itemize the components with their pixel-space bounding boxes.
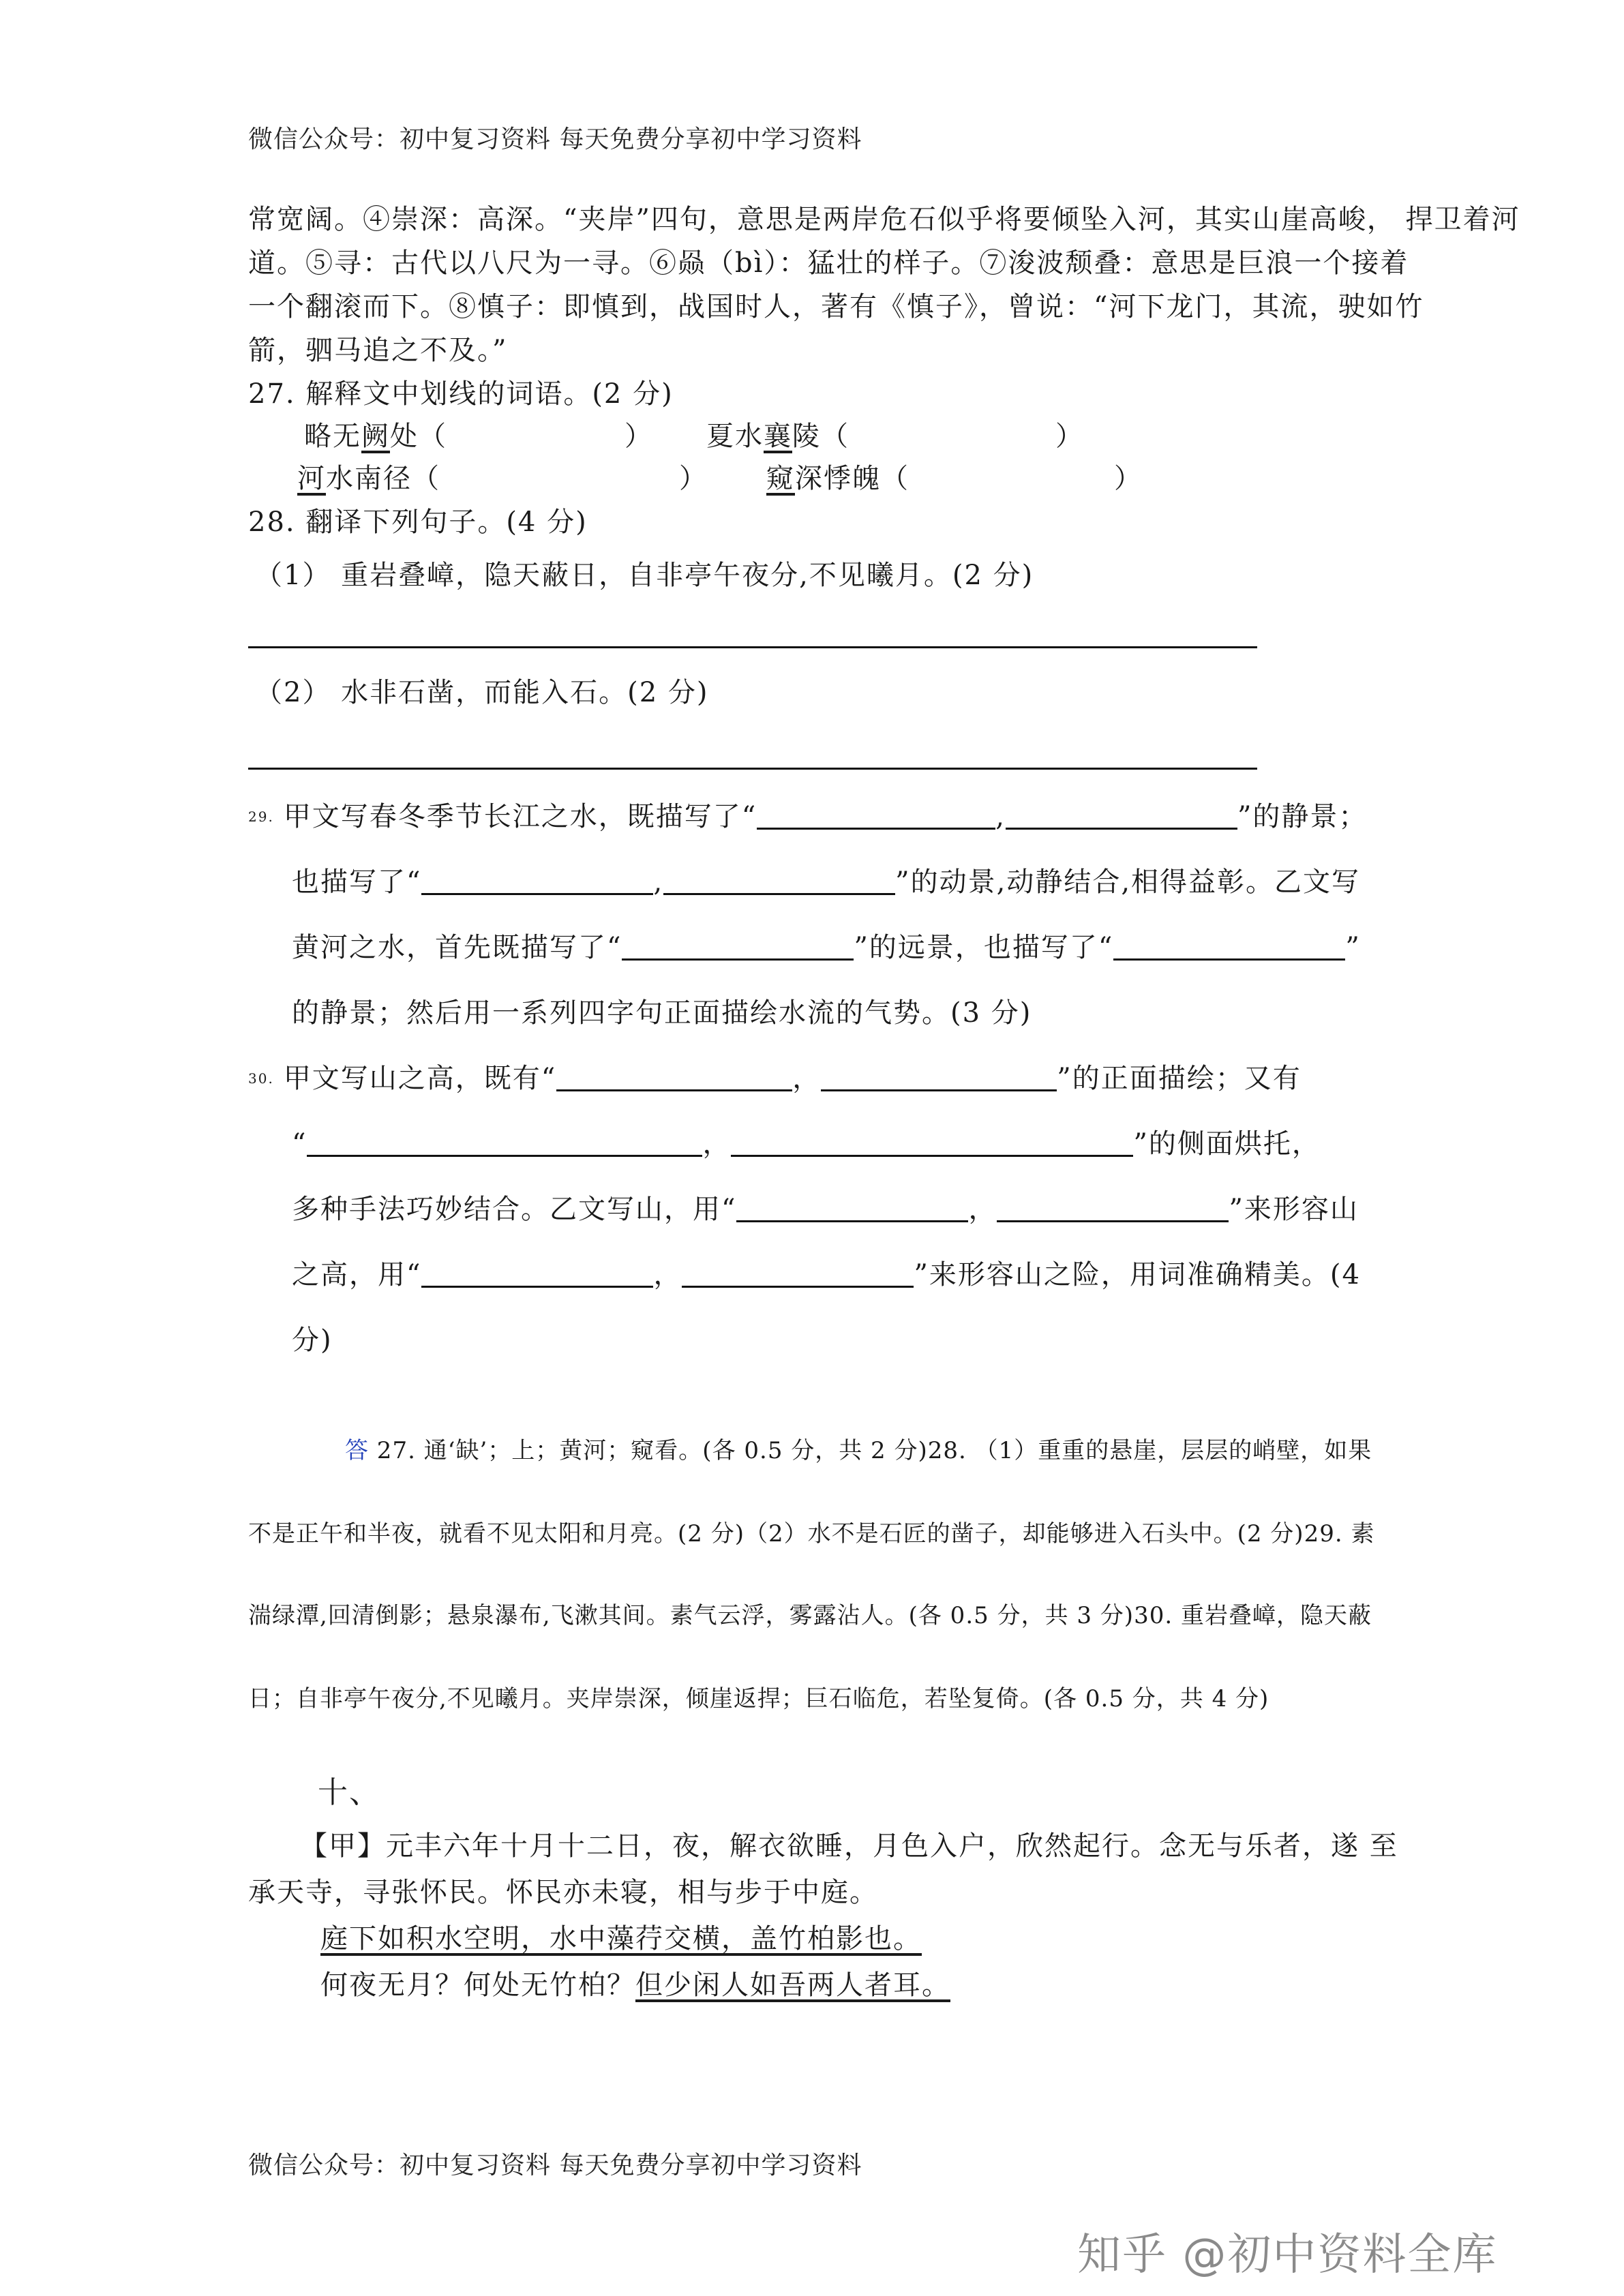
watermark-text: 知乎 @初中资料全库 — [1077, 2230, 1498, 2280]
q28-title: 28. 翻译下列句子。(4 分) — [248, 507, 588, 538]
q30-blank-4[interactable] — [731, 1130, 1133, 1157]
section-10-para-line-1: 【甲】元丰六年十月十二日，夜，解衣欲睡，月色入户，欣然起行。念无与乐者，遂 至 — [300, 1830, 1398, 1862]
section-10-underlined-sentence-2: 但少闲人如吾两人者耳。 — [635, 1969, 950, 2001]
q30-blank-5[interactable] — [736, 1196, 968, 1222]
q27-item-3: 河水南径（ — [297, 463, 440, 494]
q28-answer-line-1 — [248, 646, 1257, 648]
q30-blank-6[interactable] — [997, 1196, 1229, 1222]
q30-line-5: 分) — [292, 1325, 333, 1356]
q29-blank-3[interactable] — [421, 868, 653, 895]
q30-blank-8[interactable] — [682, 1261, 914, 1288]
answer-line-4: 日；自非亭午夜分,不见曦月。夹岸崇深，倾崖返捍；巨石临危，若坠复倚。(各 0.5 分，共 4 分) — [248, 1685, 1269, 1712]
answer-line-1: 答 27. 通‘缺’；上；黄河；窥看。(各 0.5 分，共 2 分)28. （1）重重的悬崖，层层的峭壁，如果 — [345, 1437, 1372, 1464]
q30-number: 30. — [248, 1070, 274, 1087]
q30-blank-1[interactable] — [556, 1065, 792, 1091]
answer-label: 答 — [345, 1437, 369, 1464]
q29-blank-2[interactable] — [1006, 803, 1237, 830]
q29-blank-6[interactable] — [1113, 934, 1345, 961]
q29-blank-4[interactable] — [663, 868, 895, 895]
section-10-para-line-4: 何夜无月？何处无竹柏？但少闲人如吾两人者耳。 — [320, 1969, 950, 2001]
q28-answer-line-2 — [248, 768, 1257, 770]
answer-line-3: 湍绿潭,回清倒影；悬泉瀑布,飞漱其间。素气云浮，雾露沾人。(各 0.5 分，共 3 分)30. 重岩叠嶂，隐天蔽 — [248, 1602, 1372, 1629]
q27-title: 27. 解释文中划线的词语。(2 分) — [248, 378, 674, 410]
section-10-para-line-2: 承天寺，寻张怀民。怀民亦未寝，相与步于中庭。 — [248, 1877, 878, 1908]
q29-blank-5[interactable] — [622, 934, 854, 961]
page-header: 微信公众号：初中复习资料 每天免费分享初中学习资料 — [248, 125, 862, 153]
q29-line-4: 的静景；然后用一系列四字句正面描绘水流的气势。(3 分) — [292, 997, 1032, 1029]
q29-line-2: 也描写了“ , ”的动景,动静结合,相得益彰。乙文写 — [292, 866, 1361, 898]
q29-line-1: 29. 甲文写春冬季节长江之水，既描写了“ , ”的静景； — [248, 801, 1368, 832]
section-10-underlined-sentence-1: 庭下如积水空明，水中藻荇交横，盖竹柏影也。 — [320, 1923, 922, 1954]
q27-item-2-close: ） — [1055, 421, 1084, 452]
q27-item-1-close: ） — [625, 421, 653, 452]
q30-blank-7[interactable] — [421, 1261, 653, 1288]
q27-item-4-close: ） — [1114, 463, 1143, 494]
q27-item-1: 略无阙处（ — [304, 421, 447, 452]
q29-line-3: 黄河之水，首先既描写了“ ”的远景，也描写了“ ” — [292, 932, 1361, 963]
q28-sentence-2: （2） 水非石凿，而能入石。(2 分) — [255, 677, 709, 708]
q27-item-3-close: ） — [679, 463, 708, 494]
q29-blank-1[interactable] — [757, 803, 995, 830]
q30-line-2: “ ， ”的侧面烘托， — [292, 1128, 1321, 1160]
notes-line-3: 一个翻滚而下。⑧慎子：即慎到，战国时人，著有《慎子》，曾说：“河下龙门，其流，驶如竹 — [248, 291, 1424, 322]
q30-line-1: 30. 甲文写山之高，既有“ ， ”的正面描绘；又有 — [248, 1063, 1302, 1094]
notes-line-2: 道。⑤寻：古代以八尺为一寻。⑥赑（bì）：猛壮的样子。⑦浚波颓叠：意思是巨浪一个接着 — [248, 247, 1409, 279]
page-footer: 微信公众号：初中复习资料 每天免费分享初中学习资料 — [248, 2151, 862, 2179]
answer-line-2: 不是正午和半夜，就看不见太阳和月亮。(2 分)（2）水不是石匠的凿子，却能够进入石头中。(2 分)29. 素 — [248, 1520, 1375, 1547]
q30-line-4: 之高，用“ ， ”来形容山之险，用词准确精美。(4 — [292, 1259, 1361, 1290]
q28-sentence-1: （1） 重岩叠嶂，隐天蔽日，自非亭午夜分,不见曦月。(2 分) — [255, 560, 1034, 591]
notes-line-1: 常宽阔。④崇深：高深。“夹岸”四句，意思是两岸危石似乎将要倾坠入河，其实山崖高峻， 捍卫着河 — [248, 204, 1520, 235]
q30-blank-3[interactable] — [307, 1130, 702, 1157]
q29-number: 29. — [248, 809, 274, 825]
q30-line-3: 多种手法巧妙结合。乙文写山，用“ ， ”来形容山 — [292, 1194, 1359, 1225]
notes-line-4: 箭，驷马追之不及。” — [248, 335, 508, 366]
q27-item-4: 窥深悸魄（ — [766, 463, 909, 494]
q27-item-2: 夏水襄陵（ — [706, 421, 849, 452]
section-10-heading: 十、 — [318, 1775, 380, 1810]
q30-blank-2[interactable] — [821, 1065, 1057, 1091]
